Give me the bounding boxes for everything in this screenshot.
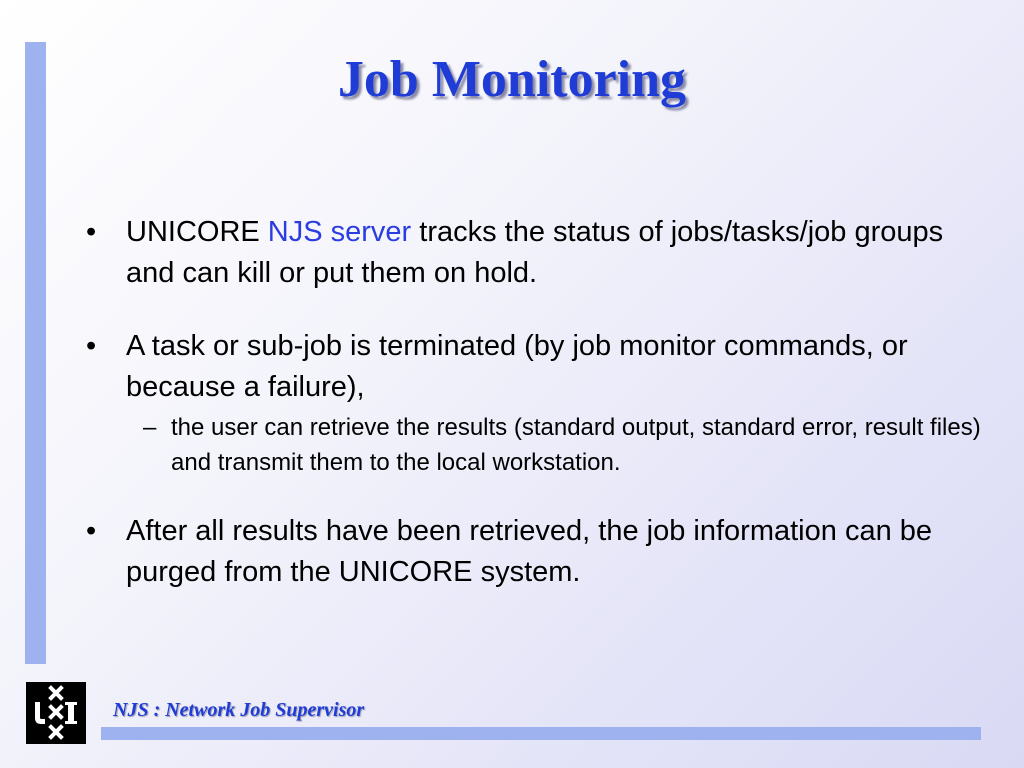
bullet-marker: • [86,330,97,362]
sub-bullet-retrieve-results [86,410,986,480]
bullet-marker: • [86,216,97,248]
crest-graphic [26,682,86,744]
bullet-task-terminated [86,326,986,408]
bullet-marker: • [86,515,97,547]
slide-title: Job Monitoring [337,51,687,108]
bullet-text-prefix: UNICORE [126,216,268,248]
slide-body [86,212,986,593]
sub-bullet-text: the user can retrieve the results (standard output, standard error, result files) and transmit them to the local workstation. [171,414,981,476]
university-crest-icon [26,682,86,744]
bullet-unicore-njs [86,212,986,294]
footer-caption: NJS : Network Job Supervisor [113,699,365,721]
bullet-purge-job [86,511,986,593]
bullet-text: After all results have been retrieved, the job information can be purged from the UNICORE system. [126,515,933,588]
bullet-text-suffix: tracks the status of jobs/tasks/job groups and can kill or put them on hold. [126,216,944,289]
njs-server-highlight: NJS server [267,216,412,248]
left-accent-bar [25,42,46,664]
footer-accent-bar [101,727,981,740]
bullet-text: A task or sub-job is terminated (by job monitor commands, or because a failure), [126,330,908,403]
sub-bullet-marker: – [143,414,157,441]
